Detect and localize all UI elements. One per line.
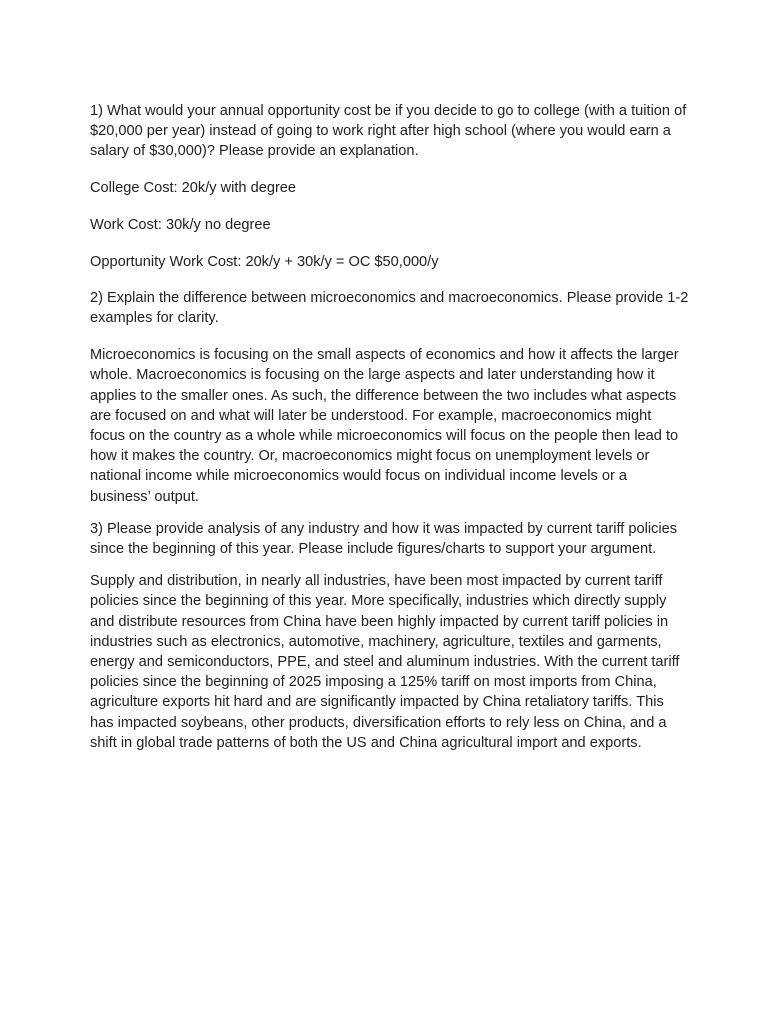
college-cost-line: College Cost: 20k/y with degree — [90, 180, 297, 197]
question-1-text: 1) What would your annual opportunity cost be if you decide to go to college (with a tuition of $20,000 per year) instead of going to work right after high school (where you would earn a salary of $30,000)? Please provide an explanation. — [90, 103, 687, 160]
answer-3-text: Supply and distribution, in nearly all industries, have been most impacted by current tariff policies since the beginning of this year. More specifically, industries which directly supply and distribute resources from China have been highly impacted by current tariff policies in industries such as electronics, automotive, machinery, agriculture, textiles and garments, energy and semiconductors, PPE, and steel and aluminum industries. With the current tariff policies since the beginning of 2025 imposing a 125% tariff on most imports from China, agriculture exports hit hard and are significantly impacted by China retaliatory tariffs. This has impacted soybeans, other products, diversification efforts to rely less on China, and a shift in global trade patterns of both the US and China agricultural import and exports. — [90, 573, 680, 751]
document-body — [90, 101, 690, 769]
answer-2-text: Microeconomics is focusing on the small aspects of economics and how it affects the larger whole. Macroeconomics is focusing on the large aspects and later understanding how it applies to the smaller ones. As such, the difference between the two includes what aspects are focused on and what will later be understood. For example, macroeconomics might focus on the country as a whole while microeconomics will focus on the people then lead to how it makes the country. Or, macroeconomics might focus on unemployment levels or national income while microeconomics would focus on individual income levels or a business’ output. — [90, 347, 679, 505]
work-cost-line: Work Cost: 30k/y no degree — [90, 216, 271, 233]
question-2-text: 2) Explain the difference between microeconomics and macroeconomics. Please provide 1-2 examples for clarity. — [90, 290, 689, 327]
opportunity-cost-line: Opportunity Work Cost: 20k/y + 30k/y = OC $50,000/y — [90, 253, 439, 270]
question-3-text: 3) Please provide analysis of any industry and how it was impacted by current tariff policies since the beginning of this year. Please include figures/charts to support your argument. — [90, 520, 678, 557]
